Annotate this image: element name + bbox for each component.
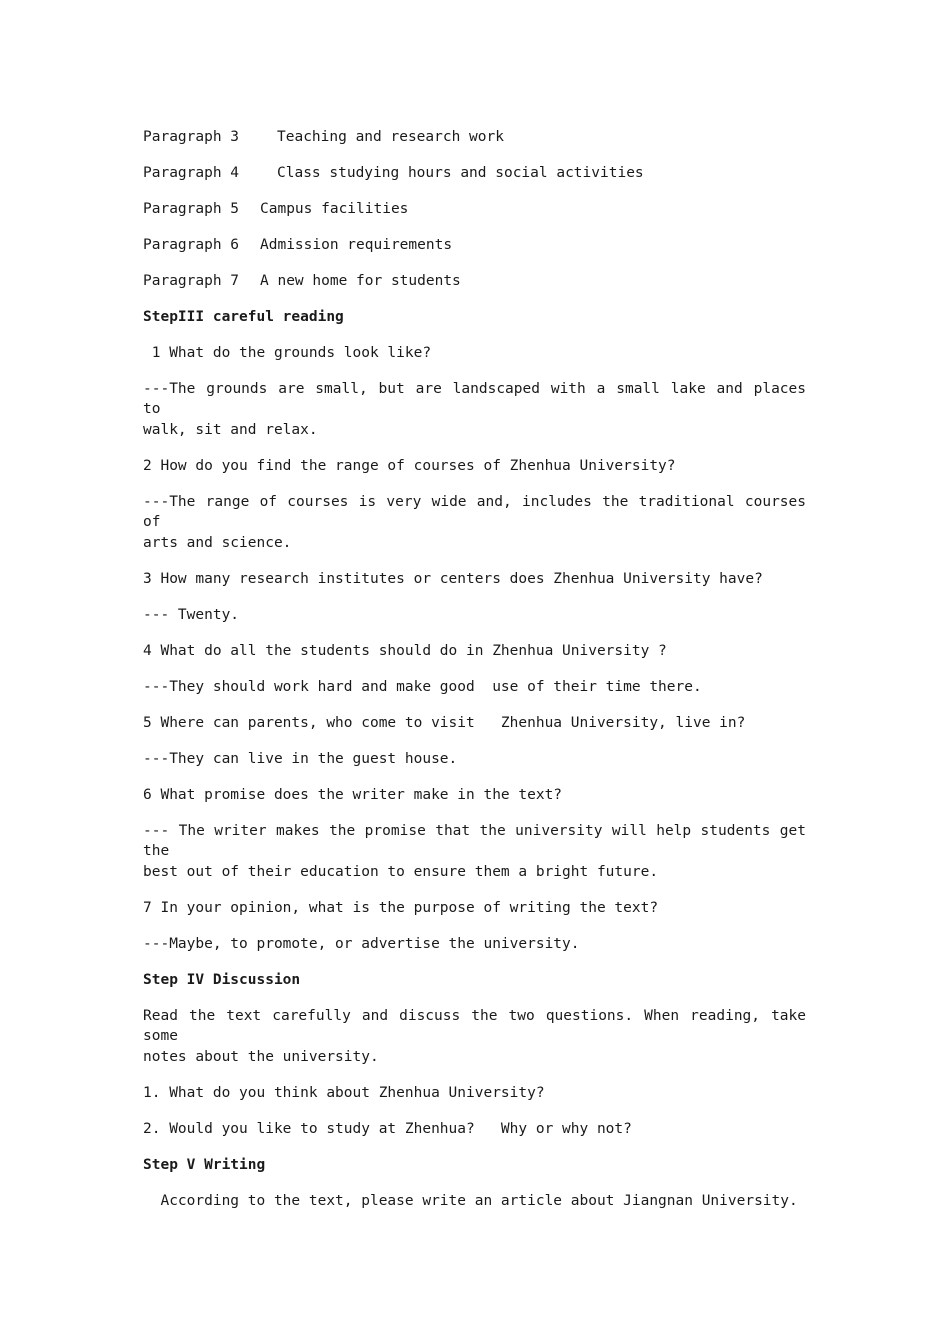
question-4: 4 What do all the students should do in Zhenhua University ? bbox=[143, 643, 667, 659]
answer-2-line-1: ---The range of courses is very wide and, includes the traditional courses of bbox=[143, 494, 806, 530]
question-1: 1 What do the grounds look like? bbox=[143, 345, 432, 361]
paragraph-6-row bbox=[143, 235, 453, 255]
paragraph-label: Paragraph 3 bbox=[143, 129, 240, 145]
answer-1-line-1: ---The grounds are small, but are landscaped with a small lake and places to bbox=[143, 381, 806, 417]
answer-2-line-2: arts and science. bbox=[143, 535, 292, 551]
paragraph-4-row bbox=[143, 163, 644, 183]
step4-intro-line-2: notes about the university. bbox=[143, 1049, 379, 1065]
answer-6-line-1: --- The writer makes the promise that the university will help students get the bbox=[143, 823, 806, 859]
paragraph-7-row bbox=[143, 271, 461, 291]
answer-5: ---They can live in the guest house. bbox=[143, 751, 458, 767]
answer-6-line-2: best out of their education to ensure them a bright future. bbox=[143, 864, 659, 880]
discussion-question-2: 2. Would you like to study at Zhenhua? Why or why not? bbox=[143, 1121, 632, 1137]
question-6: 6 What promise does the writer make in the text? bbox=[143, 787, 563, 803]
paragraph-label: Paragraph 7 bbox=[143, 273, 240, 289]
question-3: 3 How many research institutes or centers does Zhenhua University have? bbox=[143, 571, 763, 587]
paragraph-3-row bbox=[143, 127, 504, 147]
writing-task: According to the text, please write an article about Jiangnan University. bbox=[143, 1193, 798, 1209]
question-5: 5 Where can parents, who come to visit Zhenhua University, live in? bbox=[143, 715, 746, 731]
discussion-question-1: 1. What do you think about Zhenhua University? bbox=[143, 1085, 545, 1101]
paragraph-label: Paragraph 6 bbox=[143, 237, 240, 253]
paragraph-5-row bbox=[143, 199, 409, 219]
step4-intro-line-1: Read the text carefully and discuss the two questions. When reading, take some bbox=[143, 1008, 806, 1044]
question-2: 2 How do you find the range of courses of Zhenhua University? bbox=[143, 458, 676, 474]
step4-heading: Step IV Discussion bbox=[143, 972, 301, 988]
step5-heading: Step V Writing bbox=[143, 1157, 266, 1173]
question-7: 7 In your opinion, what is the purpose of writing the text? bbox=[143, 900, 659, 916]
paragraph-label: Paragraph 5 bbox=[143, 201, 240, 217]
paragraph-topic: Campus facilities bbox=[260, 201, 409, 217]
paragraph-topic: A new home for students bbox=[260, 273, 461, 289]
answer-3: --- Twenty. bbox=[143, 607, 240, 623]
paragraph-label: Paragraph 4 bbox=[143, 165, 240, 181]
paragraph-topic: Teaching and research work bbox=[277, 129, 504, 145]
paragraph-topic: Admission requirements bbox=[260, 237, 453, 253]
paragraph-topic: Class studying hours and social activities bbox=[277, 165, 644, 181]
step3-heading: StepIII careful reading bbox=[143, 309, 344, 325]
answer-1-line-2: walk, sit and relax. bbox=[143, 422, 318, 438]
answer-4: ---They should work hard and make good use of their time there. bbox=[143, 679, 702, 695]
answer-7: ---Maybe, to promote, or advertise the university. bbox=[143, 936, 580, 952]
